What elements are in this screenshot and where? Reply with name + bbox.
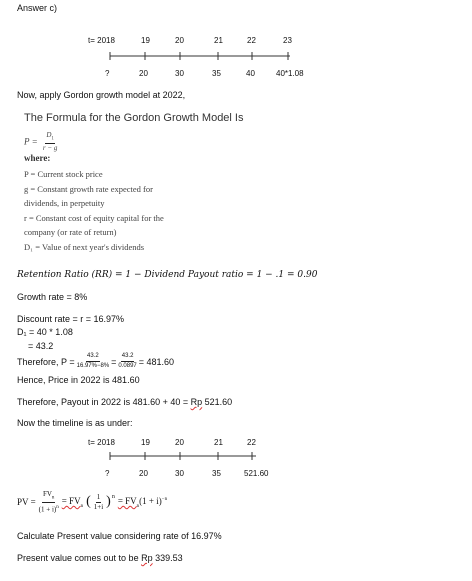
- pv-result-prefix: Present value comes out to be: [17, 553, 142, 563]
- growth-rate: Growth rate = 8%: [17, 292, 88, 302]
- answer-label: Answer c): [17, 3, 58, 13]
- timeline-2-top-label: 19: [141, 438, 150, 447]
- pv-eq2: = FV: [117, 495, 137, 506]
- p-result: = 481.60: [138, 356, 175, 367]
- right-paren: ): [106, 494, 111, 510]
- timeline-2-bottom-label: 20: [139, 469, 148, 478]
- timeline-1-top-label: 23: [283, 36, 292, 45]
- gordon-numerator: D: [46, 131, 52, 139]
- timeline-1-top-label: 22: [247, 36, 256, 45]
- pv-formula: [17, 490, 167, 515]
- calc-text: Calculate Present value considering rate of 16.97%: [17, 531, 222, 541]
- timeline-2-bottom-label: 35: [212, 469, 221, 478]
- pv-denominator: (1 + i): [38, 505, 57, 514]
- gordon-numerator-sub: 1: [51, 136, 54, 142]
- timeline-1-bottom-label: 30: [175, 69, 184, 78]
- gordon-def: company (or rate of return): [24, 227, 117, 237]
- d1-value: = 43.2: [28, 341, 54, 351]
- fraction-1-den: 16.97%−8%: [76, 363, 110, 369]
- fraction-2-den: 0.0897: [118, 363, 137, 369]
- pv-eq1-sub: n: [80, 503, 84, 509]
- apply-text: Now, apply Gordon growth model at 2022,: [17, 90, 186, 100]
- timeline-1-bottom-label: ?: [105, 69, 110, 78]
- pv-denominator-exp: n: [56, 505, 59, 511]
- payout-value: 521.60: [202, 397, 233, 407]
- pv-fv: FV: [42, 490, 52, 498]
- timeline-1-bottom-label: 40: [246, 69, 255, 78]
- payout-currency: Rp: [190, 397, 203, 407]
- payout-prefix: Therefore, Payout in 2022 is 481.60 + 40 =: [17, 397, 191, 407]
- pv-unit-num: 1: [96, 492, 101, 501]
- timeline-1-bottom-label: 40*1.08: [276, 69, 304, 78]
- fraction-1-num: 43.2: [86, 352, 100, 362]
- timeline-1-bottom-label: 35: [212, 69, 221, 78]
- timeline-2-top-label: t= 2018: [88, 438, 115, 447]
- timeline-2-top-label: 21: [214, 438, 223, 447]
- retention-ratio: Retention Ratio (RR) = 1 − Dividend Payout ratio = 1 − .1 = 0.90: [17, 270, 318, 280]
- fraction-2-num: 43.2: [121, 352, 135, 362]
- gordon-def: g = Constant growth rate expected for: [24, 184, 153, 194]
- pv-value: 339.53: [152, 553, 183, 563]
- pv-eq2-sub: n: [136, 503, 140, 509]
- timeline-2-bottom-label: 30: [175, 469, 184, 478]
- gordon-title: The Formula for the Gordon Growth Model Is: [24, 112, 244, 124]
- timeline-1-top-label: 20: [175, 36, 184, 45]
- timeline-1-top-label: 21: [214, 36, 223, 45]
- gordon-denominator: r − g: [42, 144, 58, 153]
- p-equals: P =: [24, 136, 38, 147]
- timeline-1-top-label: t= 2018: [88, 36, 115, 45]
- discount-rate: Discount rate = r = 16.97%: [17, 314, 125, 324]
- pv-fraction: [39, 490, 59, 515]
- therefore-p-prefix: Therefore, P =: [17, 356, 75, 367]
- timeline-2-top-label: 22: [247, 438, 256, 447]
- pv-paren-exp: n: [111, 494, 115, 501]
- pv-fv-sub: n: [51, 495, 55, 501]
- gordon-def: D₁ = Value of next year's dividends: [24, 242, 145, 252]
- gordon-def: dividends, in perpetuity: [24, 198, 105, 208]
- timeline-1-bottom-label: 20: [139, 69, 148, 78]
- timeline-1-top-label: 19: [141, 36, 150, 45]
- d1-line: D₁ = 40 * 1.08: [17, 327, 73, 337]
- where-label: where:: [24, 153, 51, 163]
- pv-label: PV =: [17, 497, 36, 508]
- pv-unit-fraction: [94, 493, 103, 512]
- equals-sign: =: [111, 356, 117, 367]
- pv-result: [17, 553, 183, 563]
- pv-eq1: = FV: [61, 495, 81, 506]
- timeline-intro: Now the timeline is as under:: [17, 418, 133, 428]
- left-paren: (: [86, 494, 91, 510]
- pv-unit-den: 1+i: [93, 502, 104, 511]
- pv-tail-exp: −n: [161, 496, 168, 502]
- price-2022: Hence, Price in 2022 is 481.60: [17, 375, 140, 385]
- gordon-def: P = Current stock price: [24, 169, 103, 179]
- gordon-def: r = Constant cost of equity capital for the: [24, 213, 164, 223]
- timeline-2-bottom-label: ?: [105, 469, 110, 478]
- timeline-2-bottom-label: 521.60: [244, 469, 269, 478]
- timeline-2-top-label: 20: [175, 438, 184, 447]
- pv-currency: Rp: [141, 553, 153, 563]
- pv-tail: (1 + i): [139, 495, 162, 506]
